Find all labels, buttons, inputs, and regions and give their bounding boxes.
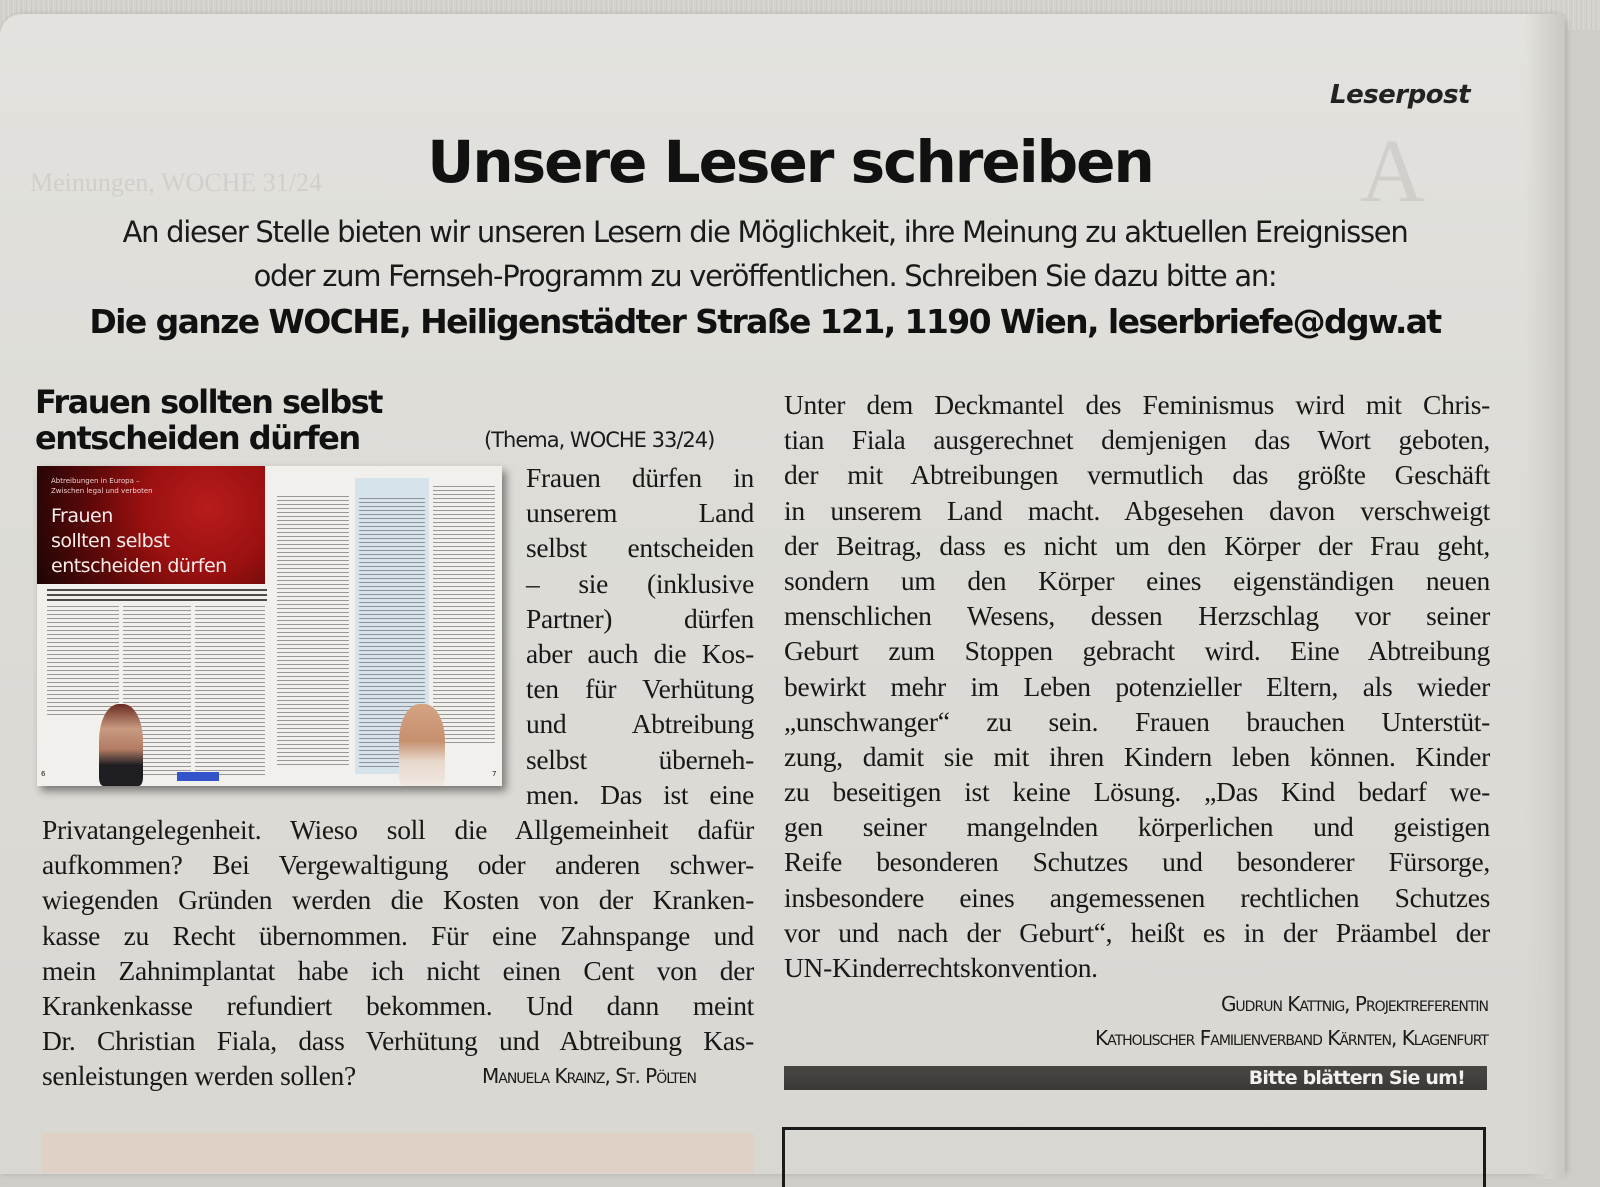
text-line: und Abtreibung — [526, 708, 754, 740]
text-line: zung, damit sie mit ihren Kindern leben können. Kinder — [784, 740, 1490, 772]
text-line: – sie (inklusive — [526, 567, 754, 599]
text-line: Krankenkasse refundiert bekommen. Und dann meint — [42, 989, 754, 1021]
portrait-man — [399, 704, 445, 786]
letter1-text-narrow — [526, 460, 754, 812]
turn-page-bar: Bitte blättern Sie um! — [784, 1066, 1487, 1090]
show-through-text: A — [1360, 122, 1425, 221]
kicker-line: Abtreibungen in Europa – — [51, 477, 140, 485]
text-line: Reife besonderen Schutzes und besonderer Fürsorge, — [784, 846, 1490, 878]
text-line: wiegenden Gründen werden die Kosten von der Kranken- — [42, 884, 754, 916]
headline-line: Frauen sollten selbst — [35, 383, 382, 421]
contact-address: Die ganze WOCHE, Heiligenstädter Straße 121, 1190 Wien, leserbriefe@dgw.at — [89, 302, 1441, 341]
text-line: gen seiner mangelnden körperlichen und geistigen — [784, 811, 1490, 843]
text-line: „unschwanger“ zu sein. Frauen brauchen Unterstüt- — [784, 705, 1490, 737]
letter2-signature-org: Katholischer Familienverband Kärnten, Klagenfurt — [1094, 1026, 1488, 1050]
kicker-line: Zwischen legal und verboten — [51, 487, 153, 495]
text-line: bewirkt mehr im Leben potenzieller Eltern, als wieder — [784, 670, 1490, 702]
clipping-page-number: 6 — [41, 770, 46, 778]
intro-line: oder zum Fernseh-Programm zu veröffentlichen. Schreiben Sie dazu bitte an: — [253, 259, 1277, 293]
letter1-text-wide — [42, 812, 754, 1094]
text-line: Unter dem Deckmantel des Feminismus wird mit Chris- — [784, 389, 1490, 420]
letter-headline — [35, 384, 382, 456]
text-line: in unserem Land macht. Abgesehen davon verschweigt — [784, 494, 1490, 526]
text-line: Dr. Christian Fiala, dass Verhütung und Abtreibung Kas- — [42, 1025, 754, 1057]
hero-title-line: sollten selbst — [51, 530, 170, 552]
topic-reference: (Thema, WOCHE 33/24) — [484, 428, 715, 452]
text-line: selbst überneh- — [526, 743, 754, 775]
next-article-tint — [42, 1133, 754, 1173]
text-line: aber auch die Kos- — [526, 637, 754, 669]
show-through-text: Meinungen, WOCHE 31/24 — [30, 168, 322, 197]
clipping-column — [433, 486, 495, 746]
clipping-lead-text — [47, 589, 267, 601]
text-line: kasse zu Recht übernommen. Für eine Zahnspange und — [42, 919, 754, 951]
text-line: senleistungen werden sollen? — [42, 1060, 356, 1092]
woche-logo — [177, 772, 219, 781]
text-line: unserem Land — [526, 497, 754, 529]
intro-line: An dieser Stelle bieten wir unseren Lesern die Möglichkeit, ihre Meinung zu aktuellen Ereignissen — [122, 215, 1408, 249]
text-line: Geburt zum Stoppen gebracht wird. Eine Abtreibung — [784, 635, 1490, 667]
clipping-column — [47, 606, 119, 716]
text-line: menschlichen Wesens, dessen Herzschlag vor seiner — [784, 600, 1490, 632]
section-label-text: Leserpost — [1330, 80, 1471, 110]
clipping-page-number: 7 — [492, 770, 497, 778]
text-line: tian Fiala ausgerechnet demjenigen das Wort geboten, — [784, 424, 1490, 456]
text-line: men. Das ist eine — [526, 778, 754, 810]
text-line: Partner) dürfen — [526, 602, 754, 634]
letter1-signature: Manuela Krainz, St. Pölten — [482, 1064, 696, 1088]
intro-text — [0, 210, 1530, 298]
text-line: aufkommen? Bei Vergewaltigung oder anderen schwer- — [42, 849, 754, 881]
text-line: selbst entscheiden — [526, 532, 754, 564]
letter2-text — [784, 387, 1490, 985]
text-line: ten für Verhütung — [526, 673, 754, 705]
clipping-column — [195, 606, 265, 776]
section-label — [1330, 80, 1470, 110]
next-article-box — [782, 1127, 1486, 1187]
article-clipping-image — [37, 466, 502, 786]
text-line: Privatangelegenheit. Wieso soll die Allgemeinheit dafür — [42, 814, 754, 845]
clipping-column — [277, 496, 349, 766]
text-line: sondern um den Körper eines eigenständigen neuen — [784, 564, 1490, 596]
text-line: vor und nach der Geburt“, heißt es in der Präambel der — [784, 916, 1490, 948]
text-line: insbesondere eines angemessenen rechtlichen Schutzes — [784, 881, 1490, 913]
clipping-hero-title — [51, 504, 227, 579]
letter2-signature-name: Gudrun Kattnig, Projektreferentin — [1220, 992, 1488, 1016]
page-title: Unsere Leser schreiben — [427, 128, 1153, 196]
headline-line: entscheiden dürfen — [35, 419, 360, 457]
hero-title-line: Frauen — [51, 505, 113, 527]
text-line: der Beitrag, dass es nicht um den Körper der Frau geht, — [784, 529, 1490, 561]
text-line: UN-Kinderrechtskonvention. — [784, 952, 1098, 983]
clipping-kicker — [51, 476, 153, 496]
portrait-woman — [99, 704, 143, 786]
hero-title-line: entscheiden dürfen — [51, 555, 227, 577]
text-line: Frauen dürfen in — [526, 462, 754, 493]
text-line: der mit Abtreibungen vermutlich das größte Geschäft — [784, 459, 1490, 491]
text-line: zu beseitigen ist keine Lösung. „Das Kind bedarf we- — [784, 776, 1490, 808]
clipping-hero-banner — [37, 466, 265, 584]
text-line: mein Zahnimplantat habe ich nicht einen Cent von der — [42, 954, 754, 986]
